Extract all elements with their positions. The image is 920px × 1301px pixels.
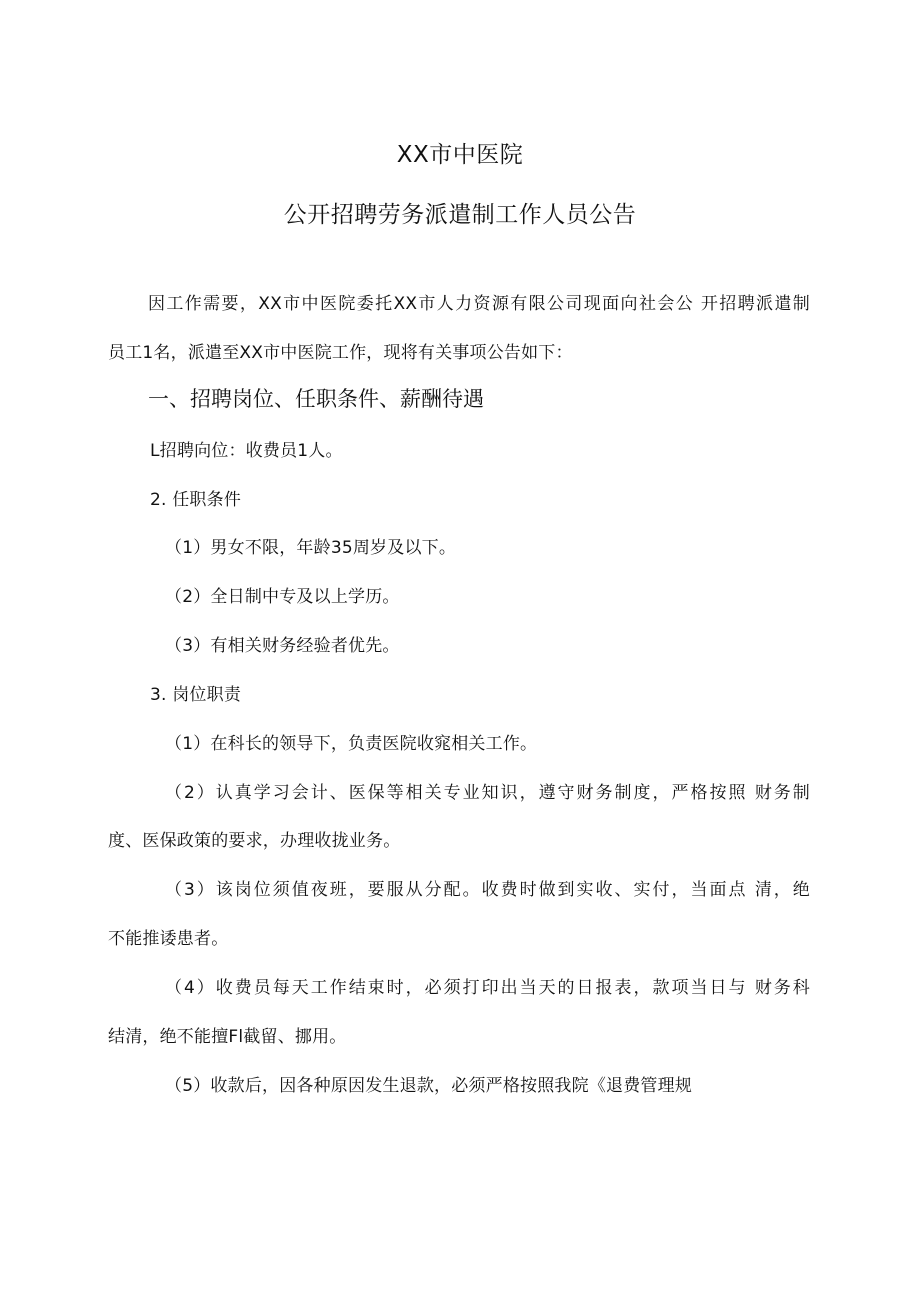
duty-item-4-line-2: 结清，绝不能擅Fl截留、挪用。	[108, 1027, 347, 1047]
doc-title-hospital: XX市中医院	[396, 142, 524, 168]
recruit-position-item: L招聘向位：收费员1人。	[150, 441, 343, 461]
doc-title-announcement: 公开招聘劳务派遣制工作人员公告	[283, 202, 637, 228]
qualification-item-1: （1）男女不限，年龄35周岁及以下。	[165, 538, 457, 558]
duty-item-4-line-1: （4）收费员每天工作结束时，必须打印出当天的日报表，款项当日与 财务科	[165, 978, 810, 998]
intro-paragraph-line-1: 因工作需要，XX市中医院委托XX市人力资源有限公司现面向社会公 开招聘派遣制	[148, 294, 810, 314]
qualification-item-3: （3）有相关财务经验者优先。	[165, 636, 400, 656]
intro-paragraph-line-2: 员工1名，派遣至XX市中医院工作，现将有关事项公告如下：	[108, 343, 573, 363]
duty-item-3-line-1: （3）该岗位须值夜班，要服从分配。收费时做到实收、实付，当面点 清，绝	[165, 880, 810, 900]
duty-item-5-line-1: （5）收款后，因各种原因发生退款，必须严格按照我院《退费管理规	[165, 1076, 693, 1096]
qualification-heading: 2. 任职条件	[150, 490, 242, 510]
section-heading-1: 一、招聘岗位、任职条件、薪酬待遇	[148, 387, 484, 411]
qualification-item-2: （2）全日制中专及以上学历。	[165, 587, 400, 607]
duty-item-2-line-2: 度、医保政策的要求，办理收拢业务。	[108, 831, 401, 851]
duty-item-2-line-1: （2）认真学习会计、医保等相关专业知识，遵守财务制度，严格按照 财务制	[165, 783, 810, 803]
duties-heading: 3. 岗位职责	[150, 685, 242, 705]
duty-item-1: （1）在科长的领导下，负责医院收窕相关工作。	[165, 734, 538, 754]
duty-item-3-line-2: 不能推诿患者。	[108, 929, 229, 949]
